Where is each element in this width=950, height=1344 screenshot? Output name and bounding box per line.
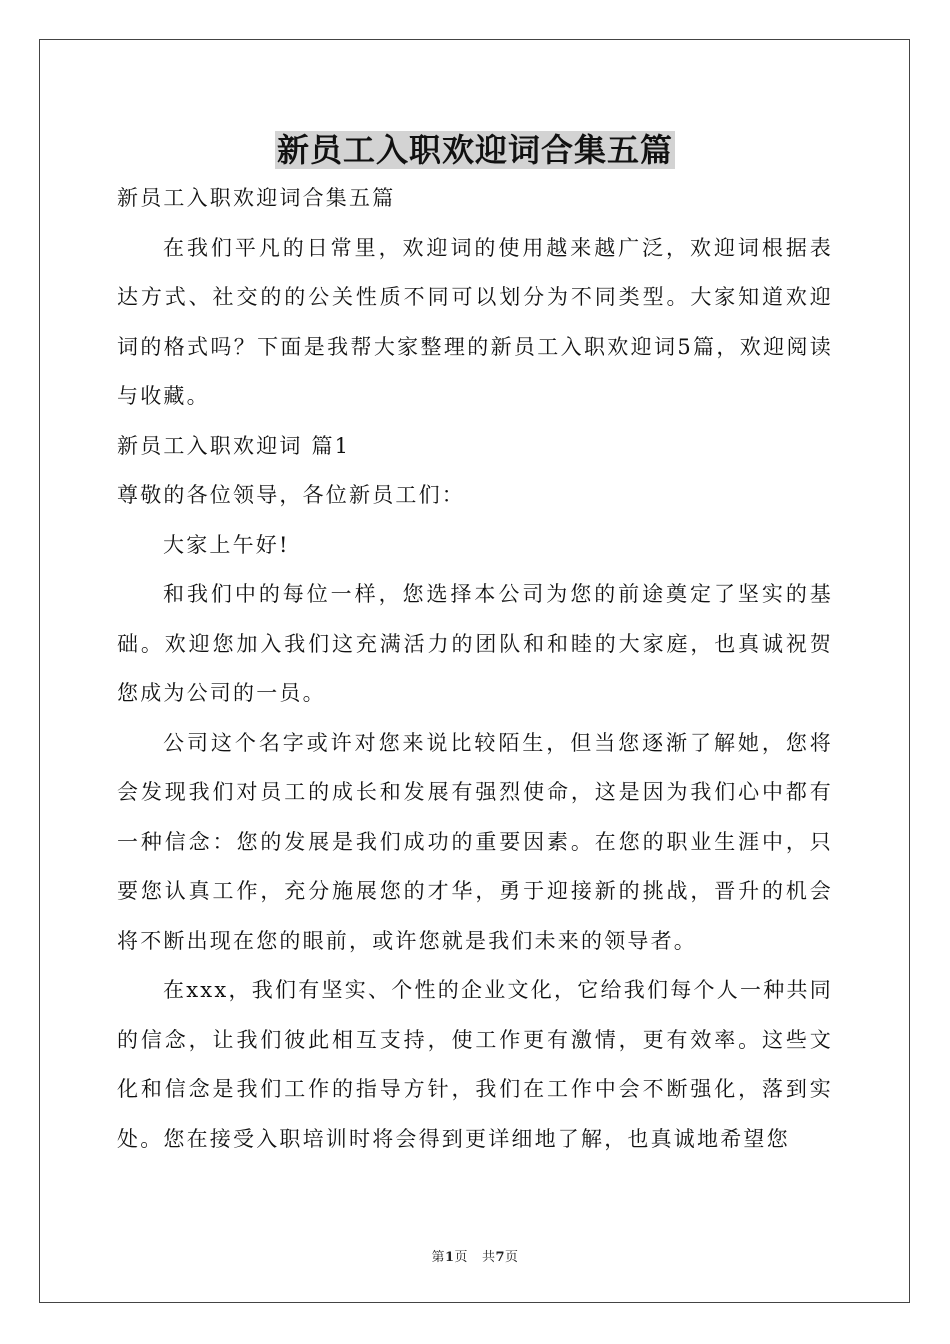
footer-page-number: 1	[444, 1250, 455, 1265]
paragraph: 在我们平凡的日常里，欢迎词的使用越来越广泛，欢迎词根据表达方式、社交的的公关性质不同可以划分为不同类型。大家知道欢迎词的格式吗？下面是我帮大家整理的新员工入职欢迎词5篇，欢迎阅读与收藏。	[117, 235, 833, 408]
footer-total-suffix: 页	[505, 1250, 519, 1265]
paragraph: 和我们中的每位一样，您选择本公司为您的前途奠定了坚实的基础。欢迎您加入我们这充满活力的团队和和睦的大家庭，也真诚祝贺您成为公司的一员。	[117, 582, 833, 705]
page-footer	[0, 1246, 950, 1265]
paragraph: 在xxx，我们有坚实、个性的企业文化，它给我们每个人一种共同的信念，让我们彼此相互支持，使工作更有激情，更有效率。这些文化和信念是我们工作的指导方针，我们在工作中会不断强化，落到实处。您在接受入职培训时将会得到更详细地了解，也真诚地希望您	[117, 978, 833, 1151]
greeting: 大家上午好!	[163, 532, 290, 557]
document-body	[117, 174, 833, 1164]
paragraph: 新员工入职欢迎词合集五篇	[117, 186, 396, 210]
footer-total-pages: 7	[495, 1250, 506, 1265]
section-heading: 新员工入职欢迎词 篇1	[117, 433, 351, 458]
document-title-text: 新员工入职欢迎词合集五篇	[276, 131, 673, 169]
paragraph: 公司这个名字或许对您来说比较陌生，但当您逐渐了解她，您将会发现我们对员工的成长和发展有强烈使命，这是因为我们心中都有一种信念：您的发展是我们成功的重要因素。在您的职业生涯中，只要您认真工作，充分施展您的才华，勇于迎接新的挑战，晋升的机会将不断出现在您的眼前，或许您就是我们未来的领导者。	[117, 730, 833, 953]
document-title	[0, 126, 950, 174]
salutation: 尊敬的各位领导，各位新员工们：	[117, 483, 465, 507]
footer-page-suffix: 页	[454, 1250, 469, 1265]
footer-total-prefix: 共	[481, 1250, 496, 1265]
footer-prefix: 第	[431, 1250, 445, 1265]
